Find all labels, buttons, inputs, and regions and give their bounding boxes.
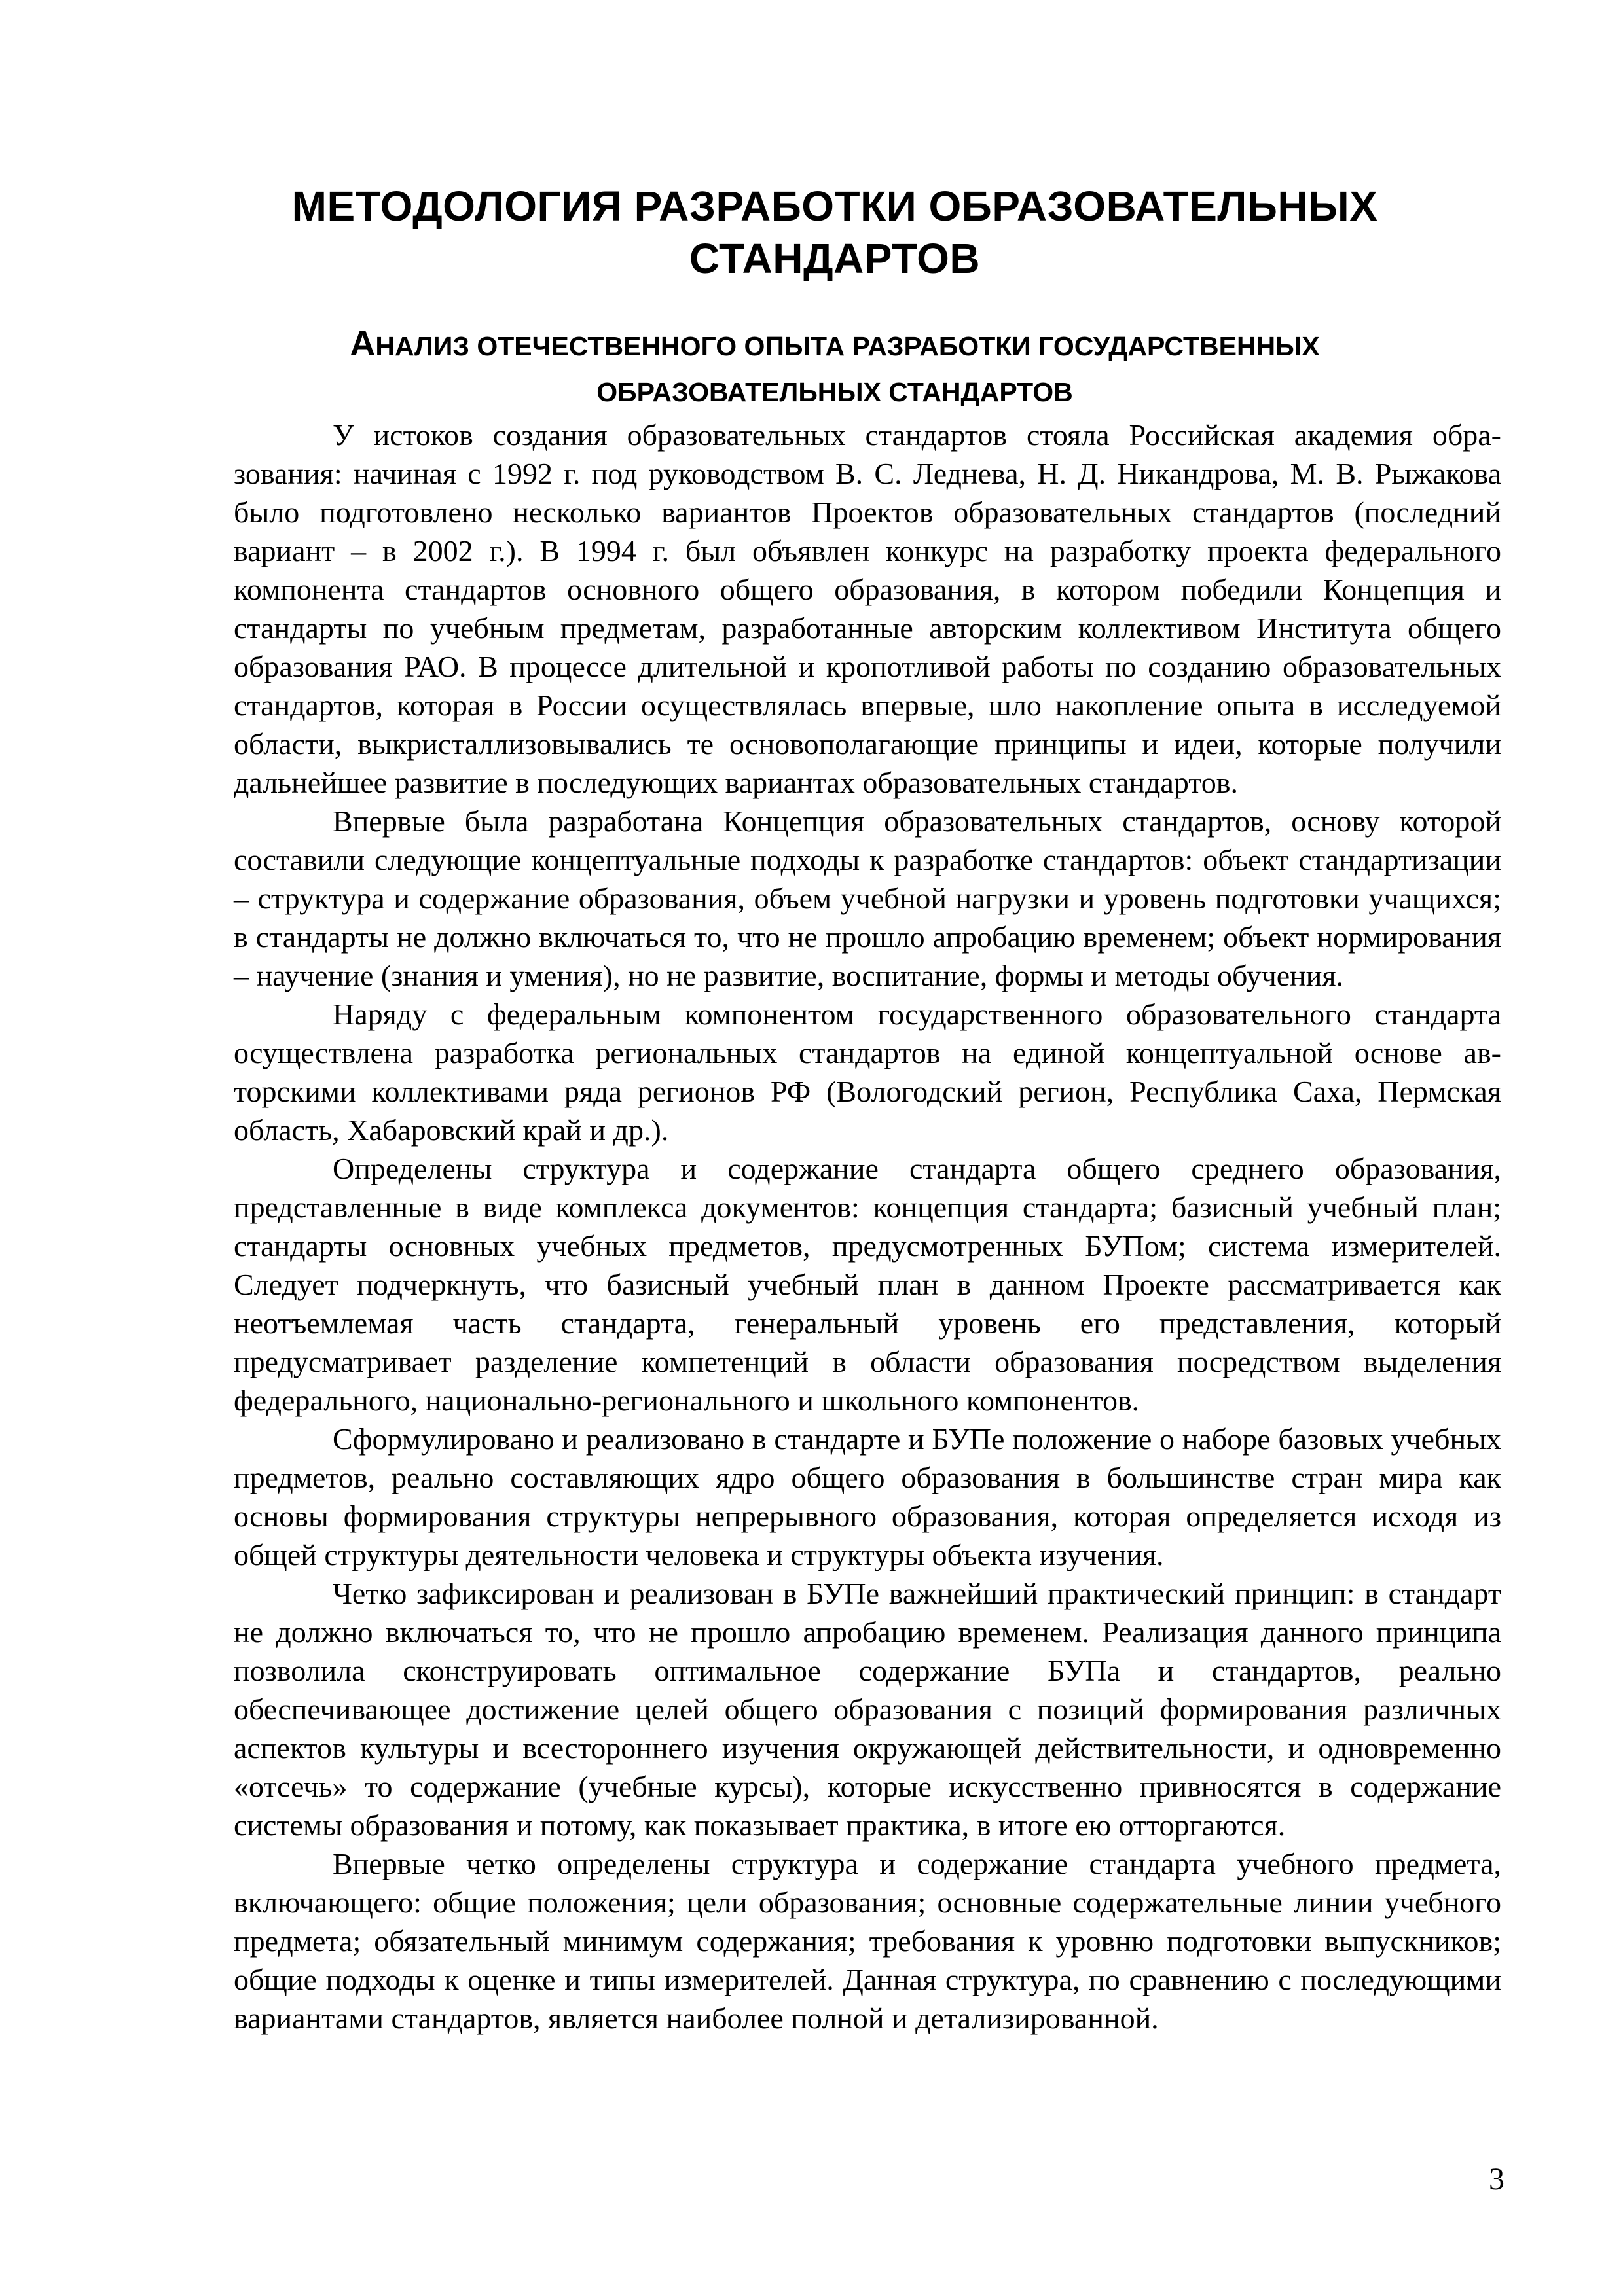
title-line-1: МЕТОДОЛОГИЯ РАЗРАБОТКИ ОБРАЗОВАТЕЛЬНЫХ bbox=[291, 183, 1378, 230]
page-title bbox=[234, 180, 1436, 285]
paragraph-2: Впервые была разработана Концепция образовательных стандартов, основу которой составили следующие концептуальные подходы к разработке стандартов: объект стандартизации – структура и содержание образования, объем учебной нагрузки и уровень подготовки учащихся; в стандарты не должно включаться то, что не прошло апробацию временем; объект нормирования – научение (знания и умения), но не развитие, воспитание, формы и методы обучения. bbox=[234, 804, 1501, 992]
paragraph-7: Впервые четко определены структура и содержание стандарта учебного предмета, включающего: общие положения; цели образования; основные содержательные линии учебного предмета; обязательный минимум содержания; требования к уровню подготовки выпускников; общие подходы к оценке и типы измерителей. Данная структура, по сравнению с последующими вариантами стандартов, является наиболее полной и детализированной. bbox=[234, 1847, 1501, 2035]
page-number: 3 bbox=[1489, 2162, 1504, 2197]
paragraph-5: Сформулировано и реализовано в стандарте и БУПе положение о наборе базовых учебных предметов, реально составляющих ядро общего образования в большинстве стран мира как основы формирования структуры непрерывного образования, которая определяется исходя из общей структуры деятельности человека и структуры объекта изучения. bbox=[234, 1422, 1501, 1571]
section-heading-line-1 bbox=[234, 321, 1436, 369]
body-text bbox=[234, 416, 1501, 2037]
section-heading-line-2: ОБРАЗОВАТЕЛЬНЫХ СТАНДАРТОВ bbox=[596, 377, 1073, 407]
section-heading bbox=[234, 321, 1436, 415]
section-heading-line-1-rest: НАЛИЗ ОТЕЧЕСТВЕННОГО ОПЫТА РАЗРАБОТКИ ГОСУДАРСТВЕННЫХ bbox=[375, 331, 1320, 361]
paragraph-4: Определены структура и содержание стандарта общего среднего образования, представленные в виде комплекса документов: концепция стандарта; базисный учебный план; стандарты основных учебных предметов, предусмотренных БУПом; система измерителей. Следует подчеркнуть, что базисный учебный план в данном Проекте рассматривается как неотъемлемая часть стандарта, генеральный уровень его представления, который предусматривает разделение компетенций в области образования посредством выделения федерального, национально-регионального и школьного компонентов. bbox=[234, 1152, 1501, 1417]
paragraph-3: Наряду с федеральным компонентом государственного образовательного стандарта осуществлена разработка региональных стандартов на единой концептуальной основе авторскими коллективами ряда регионов РФ (Вологодский регион, Республика Саха, Пермская область, Хабаровский край и др.). bbox=[234, 997, 1501, 1147]
section-heading-initial: А bbox=[350, 324, 376, 363]
paragraph-6: Четко зафиксирован и реализован в БУПе важнейший практический принцип: в стандарт не должно включаться то, что не прошло апробацию временем. Реализация данного принципа позволила сконструировать оптимальное содержание БУПа и стандартов, реально обеспечивающее достижение целей общего образования с позиций формирования различных аспектов культуры и всестороннего изучения окружающей действительности, и одновременно «отсечь» то содержание (учебные курсы), которые искусственно привносятся в содержание системы образования и потому, как показывает практика, в итоге ею отторгаются. bbox=[234, 1577, 1501, 1842]
title-line-2: СТАНДАРТОВ bbox=[689, 235, 981, 282]
paragraph-1: У истоков создания образовательных стандартов стояла Российская академия образования: начиная с 1992 г. под руководством В. С. Леднева, Н. Д. Никандрова, М. В. Рыжакова было подготовлено несколько вариантов Проектов образовательных стандартов (последний вариант – в 2002 г.). В 1994 г. был объявлен конкурс на разработку проекта федерального компонента стандартов основного общего образования, в котором победили Концепция и стандарты по учебным предметам, разработанные авторским коллективом Института общего образования РАО. В процессе длительной и кропотливой работы по созданию образовательных стандартов, которая в России осуществлялась впервые, шло накопление опыта в исследуемой области, выкристаллизовывались те основополагающие принципы и идеи, которые получили дальнейшее развитие в последующих вариантах образовательных стандартов. bbox=[234, 418, 1501, 799]
